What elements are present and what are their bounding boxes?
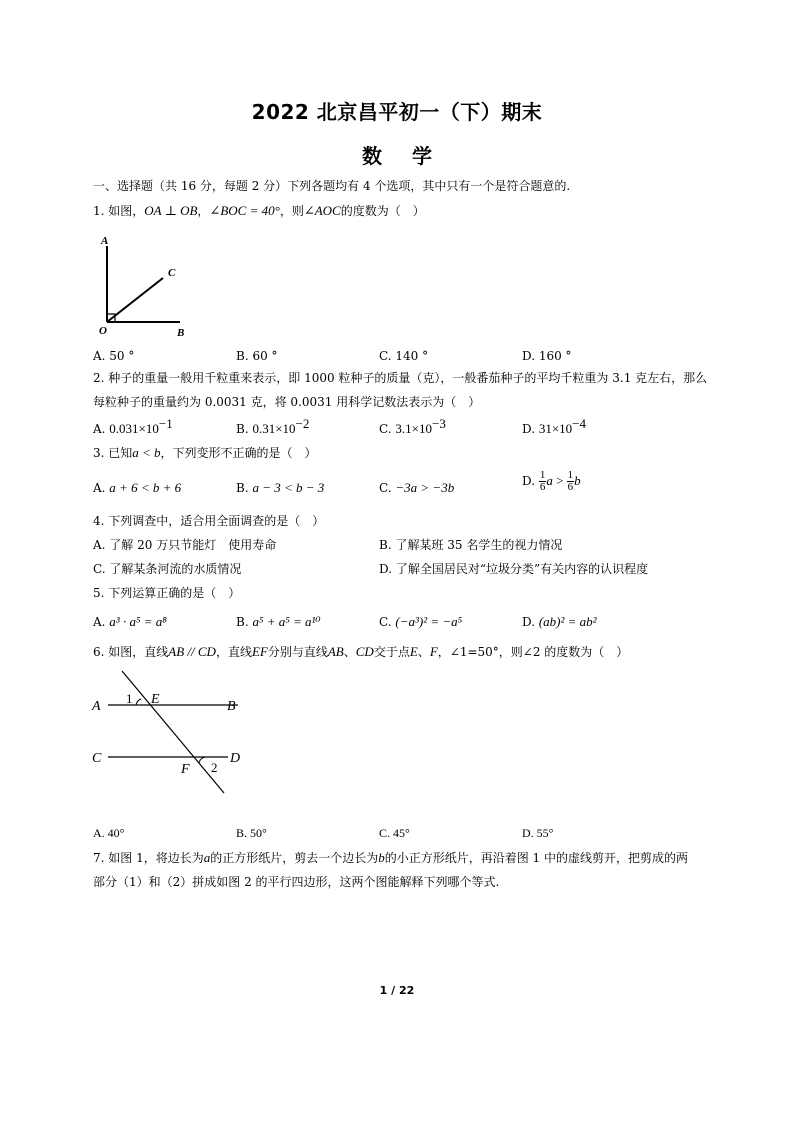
q3-d-op: > [552, 473, 567, 488]
q3-option-b[interactable] [236, 480, 324, 496]
q2-line2: 每粒种子的重量约为 0.0031 克，将 0.0031 用科学记数法表示为（ ） [93, 395, 481, 409]
q2-line1: 2. 种子的重量一般用千粒重来表示，即 1000 粒种子的质量（克），一般番茄种子的平均千粒重为 3.1 克左右，那么 [93, 371, 708, 385]
q3-d-letter: D. [522, 474, 539, 488]
label-2: 2 [211, 760, 218, 775]
q1-cond2: ∠BOC = 40° [209, 203, 280, 218]
q6-p3: AB [327, 644, 344, 659]
q1-option-c[interactable]: C. 140 ° [379, 349, 429, 363]
q3-option-d[interactable] [522, 470, 581, 493]
page-number: 1 / 22 [379, 984, 415, 997]
q2-b-exp: −2 [295, 416, 310, 431]
q5-a-expr: a³ · a⁵ = a⁸ [109, 614, 167, 629]
q5-option-d[interactable] [522, 614, 597, 630]
q1-stem [93, 203, 425, 219]
q1-ask: ∠AOC [303, 203, 341, 218]
line-ef [122, 671, 224, 793]
q3-option-a[interactable] [93, 480, 181, 496]
q3-d-v2: b [574, 473, 581, 488]
q6-pre: 6. 如图，直线 [93, 645, 169, 659]
q6-option-c[interactable]: C. 45° [379, 826, 410, 840]
q2-d-letter: D. [522, 422, 539, 436]
q2-d-exp: −4 [572, 416, 587, 431]
q6-stem [93, 644, 628, 660]
label-a: A [92, 699, 101, 714]
q2-a-exp: −1 [158, 416, 173, 431]
q3-b-expr: a − 3 < b − 3 [252, 480, 325, 495]
q3-stem [93, 445, 317, 461]
q5-option-a[interactable] [93, 614, 167, 630]
q3-cond: a < b [132, 445, 161, 460]
page-title: 2022 北京昌平初一（下）期末 [251, 100, 543, 124]
q4-option-b[interactable]: B. 了解某班 35 名学生的视力情况 [379, 538, 563, 552]
q7-line1 [93, 850, 688, 866]
q4-stem: 4. 下列调查中，适合用全面调查的是（ ） [93, 514, 325, 528]
q7-l1a: 7. 如图 1，将边长为 [93, 851, 204, 865]
q2-a-base: 0.031×10 [109, 421, 159, 436]
label-c: C [168, 267, 176, 279]
q6-t5: 、 [417, 645, 430, 659]
q6-t6: ，∠1=50°，则∠2 的度数为（ ） [437, 645, 629, 659]
q3-d-frac2-den: 6 [567, 481, 574, 493]
q5-a-letter: A. [93, 615, 110, 629]
q6-option-a[interactable]: A. 40° [93, 826, 125, 840]
q2-c-exp: −3 [431, 416, 446, 431]
q1-option-a[interactable]: A. 50 ° [93, 349, 135, 363]
q6-option-d[interactable]: D. 55° [522, 826, 554, 840]
q2-c-letter: C. [379, 422, 396, 436]
q5-option-b[interactable] [236, 614, 321, 630]
q2-option-c[interactable] [379, 416, 446, 437]
label-d: D [230, 751, 241, 766]
label-c: C [92, 751, 102, 766]
q5-b-letter: B. [236, 615, 253, 629]
subject-title: 数学 [362, 144, 462, 168]
q6-p5: E [409, 644, 418, 659]
q1-cond1: OA ⊥ OB [144, 203, 198, 218]
q3-a-expr: a + 6 < b + 6 [109, 480, 182, 495]
q3-c-expr: −3a > −3b [395, 480, 455, 495]
q2-b-base: 0.31×10 [252, 421, 296, 436]
q1-post: 的度数为（ ） [340, 204, 425, 218]
label-a: A [101, 235, 109, 247]
q3-a-letter: A. [93, 481, 110, 495]
label-b: B [177, 327, 185, 339]
q3-d-v1: a [546, 473, 553, 488]
q6-figure [88, 665, 258, 800]
q4-option-a[interactable]: A. 了解 20 万只节能灯 使用寿命 [93, 538, 277, 552]
q5-stem: 5. 下列运算正确的是（ ） [93, 586, 241, 600]
q5-d-expr: (ab)² = ab² [538, 614, 597, 629]
q7-l1c: 的正方形纸片，剪去一个边长为 [210, 851, 379, 865]
q6-p4: CD [355, 644, 374, 659]
q3-b-letter: B. [236, 481, 253, 495]
q6-p1: AB // CD [168, 644, 216, 659]
q1-mid: ，则 [279, 204, 304, 218]
q2-option-d[interactable] [522, 416, 587, 437]
angle-1-arc [136, 699, 141, 705]
label-1: 1 [126, 691, 133, 706]
q4-option-d[interactable]: D. 了解全国居民对“垃圾分类”有关内容的认识程度 [379, 562, 649, 576]
q6-t2: 分别与直线 [267, 645, 328, 659]
q5-option-c[interactable] [379, 614, 462, 630]
q6-p2: EF [251, 644, 268, 659]
q6-t1: ，直线 [215, 645, 252, 659]
q3-pre: 3. 已知 [93, 446, 133, 460]
q7-l1d: b [378, 850, 385, 865]
q3-post: ，下列变形不正确的是（ ） [160, 446, 317, 460]
q3-d-frac2-num: 1 [567, 469, 574, 481]
q1-pre: 1. 如图， [93, 204, 145, 218]
q6-t3: 、 [343, 645, 356, 659]
q6-option-b[interactable]: B. 50° [236, 826, 267, 840]
q5-d-letter: D. [522, 615, 539, 629]
label-e: E [151, 692, 160, 707]
q3-option-c[interactable] [379, 480, 454, 496]
q5-c-letter: C. [379, 615, 396, 629]
q2-b-letter: B. [236, 422, 253, 436]
q5-b-expr: a⁵ + a⁵ = a¹⁰ [252, 614, 321, 629]
q2-option-b[interactable] [236, 416, 310, 437]
q3-d-frac1-num: 1 [539, 469, 546, 481]
label-f: F [181, 762, 190, 777]
q1-option-b[interactable]: B. 60 ° [236, 349, 278, 363]
q2-d-base: 31×10 [538, 421, 573, 436]
q7-l1e: 的小正方形纸片，再沿着图 1 中的虚线剪开，把剪成的两 [384, 851, 689, 865]
q5-c-expr: (−a³)² = −a⁵ [395, 614, 463, 629]
q1-figure [95, 232, 205, 340]
q1-sep: ， [197, 204, 210, 218]
q3-c-letter: C. [379, 481, 396, 495]
q2-c-base: 3.1×10 [395, 421, 432, 436]
label-b: B [227, 699, 236, 714]
q2-a-letter: A. [93, 422, 110, 436]
q6-t4: 交于点 [373, 645, 410, 659]
q6-p6: F [429, 644, 438, 659]
q1-option-d[interactable]: D. 160 ° [522, 349, 572, 363]
q7-line2: 部分（1）和（2）拼成如图 2 的平行四边形，这两个图能解释下列哪个等式. [93, 875, 500, 889]
q7-l1b: a [203, 850, 211, 865]
q4-option-c[interactable]: C. 了解某条河流的水质情况 [93, 562, 242, 576]
section-heading: 一、选择题（共 16 分，每题 2 分）下列各题均有 4 个选项，其中只有一个是符合题意的. [93, 179, 571, 193]
angle-2-arc [199, 757, 205, 763]
q3-d-frac1-den: 6 [539, 481, 546, 493]
label-o: O [99, 325, 107, 337]
q2-option-a[interactable] [93, 416, 173, 437]
